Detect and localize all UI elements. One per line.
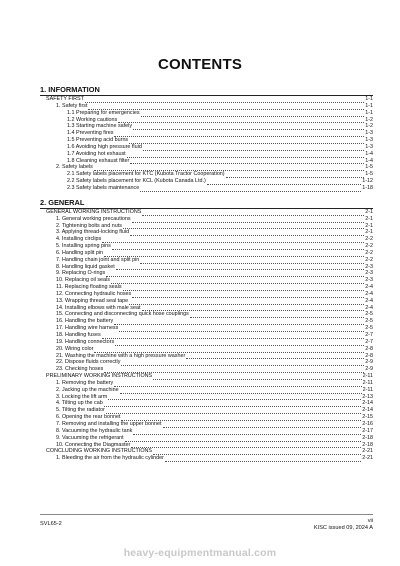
toc-entry-page: 2-3 bbox=[365, 270, 373, 277]
toc-entry[interactable] bbox=[40, 455, 373, 462]
toc-entry-label: 4. Installing circlips bbox=[56, 236, 102, 243]
toc-entry[interactable] bbox=[40, 359, 373, 366]
footer-page-number: vii bbox=[367, 518, 373, 524]
toc-entry[interactable] bbox=[40, 264, 373, 271]
dot-leader bbox=[108, 394, 361, 400]
toc-entry[interactable] bbox=[40, 223, 373, 230]
dot-leader bbox=[102, 237, 364, 243]
toc-entry-label: 1.6 Avoiding high pressure fluid bbox=[67, 143, 142, 150]
toc-entry[interactable] bbox=[40, 257, 373, 264]
toc-entry[interactable] bbox=[40, 216, 373, 223]
toc-entry-label: PRELIMINARY WORKING INSTRUCTIONS bbox=[46, 373, 153, 380]
toc-entry[interactable] bbox=[40, 284, 373, 291]
toc-entry-page: 2-3 bbox=[365, 263, 373, 270]
toc-entry-page: 2-9 bbox=[365, 366, 373, 373]
toc-entry-label: 1. Removing the battery bbox=[56, 379, 114, 386]
dot-leader bbox=[114, 381, 361, 387]
toc-entry-page: 1-18 bbox=[362, 184, 373, 191]
toc-entry[interactable] bbox=[40, 243, 373, 250]
dot-leader bbox=[132, 217, 365, 223]
dot-leader bbox=[140, 186, 361, 192]
toc-entry[interactable] bbox=[40, 236, 373, 243]
toc-entry-page: 2-2 bbox=[365, 236, 373, 243]
toc-entry-page: 2-2 bbox=[365, 256, 373, 263]
toc-entry[interactable] bbox=[40, 277, 373, 284]
toc-entry-label: 14. Installing elbows with male seat bbox=[56, 304, 141, 311]
dot-leader bbox=[129, 138, 364, 144]
toc-entry-page: 2-5 bbox=[365, 325, 373, 332]
toc-entry[interactable] bbox=[40, 103, 373, 110]
toc-entry-page: 1-12 bbox=[362, 178, 373, 185]
dot-leader bbox=[127, 152, 365, 158]
toc-entry-label: 10. Replacing oil seals bbox=[56, 277, 110, 284]
section-heading: 2. GENERAL bbox=[40, 198, 373, 209]
table-of-contents bbox=[40, 85, 373, 462]
toc-entry[interactable] bbox=[40, 421, 373, 428]
toc-entry-label: 15. Connecting and disconnecting quick hose couplings bbox=[56, 311, 189, 318]
toc-entry[interactable] bbox=[40, 305, 373, 312]
toc-entry-label: 1. Bleeding the air from the hydraulic cylinder bbox=[56, 455, 164, 462]
dot-leader bbox=[106, 408, 361, 414]
dot-leader bbox=[118, 117, 364, 123]
toc-entry-page: 1-2 bbox=[365, 116, 373, 123]
page-title: CONTENTS bbox=[157, 56, 243, 73]
dot-leader bbox=[141, 111, 365, 117]
toc-entry-label: 23. Checking hoses bbox=[56, 366, 104, 373]
toc-entry-page: 2-11 bbox=[362, 373, 373, 380]
toc-entry[interactable] bbox=[40, 448, 373, 455]
toc-entry-label: 10. Connecting the Diagmaster bbox=[56, 441, 131, 448]
dot-leader bbox=[120, 388, 362, 394]
toc-entry-page: 2-14 bbox=[362, 400, 373, 407]
toc-entry[interactable] bbox=[40, 311, 373, 318]
toc-entry-page: 1-3 bbox=[365, 143, 373, 150]
watermark: heavy-equipmentmanual.com bbox=[123, 547, 277, 559]
toc-entry-label: 3. Applying thread-locking fluid bbox=[56, 229, 130, 236]
dot-leader bbox=[119, 326, 364, 332]
toc-entry[interactable] bbox=[40, 250, 373, 257]
toc-entry-page: 2-21 bbox=[362, 448, 373, 455]
toc-entry[interactable] bbox=[40, 353, 373, 360]
toc-entry[interactable] bbox=[40, 318, 373, 325]
toc-entry-label: 17. Handling wire harness bbox=[56, 325, 119, 332]
toc-entry-label: 22. Dispose fluids correctly bbox=[56, 359, 121, 366]
dot-leader bbox=[142, 210, 364, 216]
toc-entry[interactable] bbox=[40, 270, 373, 277]
toc-entry-label: CONCLUDING WORKING INSTRUCTIONS bbox=[46, 448, 153, 455]
toc-entry-page: 2-17 bbox=[362, 427, 373, 434]
dot-leader bbox=[104, 251, 364, 257]
toc-entry-page: 2-1 bbox=[365, 222, 373, 229]
toc-entry-page: 2-18 bbox=[362, 441, 373, 448]
toc-entry[interactable] bbox=[40, 366, 373, 373]
section-heading: 1. INFORMATION bbox=[40, 85, 373, 96]
toc-entry-page: 2-7 bbox=[365, 338, 373, 345]
dot-leader bbox=[106, 271, 364, 277]
toc-entry-page: 2-1 bbox=[365, 208, 373, 215]
toc-entry-label: 8. Vacuuming the hydraulic tank bbox=[56, 427, 133, 434]
toc-entry-label: 1.3 Starting machine safely bbox=[67, 123, 133, 130]
toc-entry-label: SAFETY FIRST bbox=[46, 96, 84, 102]
dot-leader bbox=[116, 264, 364, 270]
toc-entry[interactable] bbox=[40, 414, 373, 421]
toc-entry[interactable] bbox=[40, 171, 373, 178]
toc-entry-page: 1-4 bbox=[365, 150, 373, 157]
dot-leader bbox=[140, 258, 364, 264]
toc-entry-page: 2-16 bbox=[362, 420, 373, 427]
dot-leader bbox=[114, 131, 364, 137]
toc-entry-page: 1-5 bbox=[365, 164, 373, 171]
toc-entry-label: 20. Wiring color bbox=[56, 345, 94, 352]
dot-leader bbox=[186, 353, 364, 359]
toc-entry[interactable] bbox=[40, 373, 373, 380]
toc-entry-label: 2. Safety labels bbox=[56, 164, 93, 171]
toc-entry-label: 9. Vacuuming the refrigerant bbox=[56, 434, 124, 441]
toc-entry-page: 1-4 bbox=[365, 157, 373, 164]
toc-entry[interactable] bbox=[40, 387, 373, 394]
toc-entry-label: 6. Opening the rear bonnet bbox=[56, 414, 121, 421]
toc-entry-page: 1-3 bbox=[365, 130, 373, 137]
dot-leader bbox=[123, 285, 365, 291]
toc-entry-page: 2-4 bbox=[365, 284, 373, 291]
dot-leader bbox=[133, 124, 364, 130]
toc-entry-label: 1.2 Working cautions bbox=[67, 116, 118, 123]
footer-doc-code: SVL65-2 bbox=[40, 521, 62, 527]
toc-entry-label: 2. Tightening bolts and nuts bbox=[56, 222, 122, 229]
toc-entry-label: 1.5 Preventing acid burns bbox=[67, 137, 129, 144]
toc-entry-page: 2-4 bbox=[365, 297, 373, 304]
toc-entry[interactable] bbox=[40, 435, 373, 442]
toc-entry-label: 1.1 Preparing for emergencies bbox=[67, 109, 140, 116]
toc-entry-label: 9. Replacing O-rings bbox=[56, 270, 106, 277]
toc-entry[interactable] bbox=[40, 346, 373, 353]
toc-entry-label: GENERAL WORKING INSTRUCTIONS bbox=[46, 208, 142, 215]
toc-entry-label: 2.3 Safety labels maintenance bbox=[67, 184, 140, 191]
toc-entry[interactable] bbox=[40, 298, 373, 305]
dot-leader bbox=[125, 436, 362, 442]
toc-entry[interactable] bbox=[40, 178, 373, 185]
toc-entry-label: 8. Handling liquid gasket bbox=[56, 263, 115, 270]
toc-entry-label: 7. Removing and installing the upper bonnet bbox=[56, 420, 162, 427]
dot-leader bbox=[104, 401, 361, 407]
dot-leader bbox=[115, 340, 364, 346]
toc-entry-label: 7. Handling chain joint and split pin bbox=[56, 256, 140, 263]
toc-entry-label: 12. Connecting hydraulic hoses bbox=[56, 290, 132, 297]
toc-entry-page: 2-5 bbox=[365, 311, 373, 318]
toc-entry[interactable] bbox=[40, 394, 373, 401]
toc-entry[interactable] bbox=[40, 137, 373, 144]
toc-entry-label: 2.2 Safety labels placement for KCL (Kubota Canada Ltd.) bbox=[67, 178, 206, 185]
toc-entry-page: 2-9 bbox=[365, 359, 373, 366]
toc-entry-label: 3. Locking the lift arm bbox=[56, 393, 108, 400]
toc-entry-page: 2-4 bbox=[365, 290, 373, 297]
toc-entry-label: 11. Replacing floating seals bbox=[56, 284, 122, 291]
toc-entry-page: 2-15 bbox=[362, 414, 373, 421]
toc-entry-page: 2-14 bbox=[362, 407, 373, 414]
toc-entry-label: 21. Washing the machine with a high pressure washer bbox=[56, 352, 186, 359]
dot-leader bbox=[121, 360, 364, 366]
toc-entry[interactable] bbox=[40, 339, 373, 346]
toc-entry[interactable] bbox=[40, 130, 373, 137]
toc-entry-page: 2-5 bbox=[365, 318, 373, 325]
toc-entry[interactable] bbox=[40, 332, 373, 339]
dot-leader bbox=[226, 172, 365, 178]
toc-entry-label: 16. Handling the battery bbox=[56, 318, 114, 325]
toc-entry-label: 2. Jacking up the machine bbox=[56, 386, 119, 393]
toc-entry[interactable] bbox=[40, 400, 373, 407]
toc-entry-label: 1. Safety first bbox=[56, 102, 88, 109]
toc-entry-label: 18. Handling fuses bbox=[56, 332, 101, 338]
toc-entry[interactable] bbox=[40, 291, 373, 298]
toc-entry-page: 1-1 bbox=[365, 96, 373, 102]
footer-right bbox=[314, 518, 373, 531]
toc-entry-page: 2-18 bbox=[362, 434, 373, 441]
toc-entry-label: 2.1 Safety labels placement for KTC (Kubota Tractor Cooperation) bbox=[67, 171, 225, 178]
toc-entry[interactable] bbox=[40, 229, 373, 236]
toc-entry-page: 1-1 bbox=[365, 109, 373, 116]
toc-entry[interactable] bbox=[40, 380, 373, 387]
dot-leader bbox=[143, 145, 364, 151]
dot-leader bbox=[114, 319, 364, 325]
toc-entry[interactable] bbox=[40, 325, 373, 332]
toc-entry-label: 6. Handling split pin bbox=[56, 249, 104, 256]
dot-leader bbox=[85, 97, 364, 103]
dot-leader bbox=[123, 223, 364, 229]
toc-entry-label: 1. General working precautions bbox=[56, 215, 131, 222]
toc-entry-label: 4. Tilting up the cab bbox=[56, 400, 103, 407]
toc-entry-page: 2-2 bbox=[365, 249, 373, 256]
toc-entry[interactable] bbox=[40, 164, 373, 171]
toc-entry[interactable] bbox=[40, 158, 373, 165]
dot-leader bbox=[130, 158, 364, 164]
toc-entry-page: 1-1 bbox=[365, 102, 373, 109]
toc-entry-label: 5. Installing spring pins bbox=[56, 243, 111, 250]
toc-entry-label: 19. Handling connectors bbox=[56, 338, 115, 345]
toc-entry-label: 1.7 Avoiding hot exhaust bbox=[67, 150, 126, 157]
toc-entry-page: 2-11 bbox=[362, 386, 373, 393]
toc-entry-page: 1-3 bbox=[365, 137, 373, 144]
toc-entry-label: 1.8 Cleaning exhaust filter bbox=[67, 157, 130, 164]
toc-entry-page: 2-2 bbox=[365, 243, 373, 250]
toc-entry-label: 1.4 Preventing fires bbox=[67, 130, 114, 137]
toc-entry-page: 2-1 bbox=[365, 215, 373, 222]
toc-entry-page: 2-4 bbox=[365, 304, 373, 311]
dot-leader bbox=[130, 230, 364, 236]
dot-leader bbox=[165, 456, 361, 462]
toc-entry-page: 2-13 bbox=[362, 393, 373, 400]
toc-entry-page: 2-1 bbox=[365, 229, 373, 236]
toc-entry-label: 5. Tilting the radiator bbox=[56, 407, 105, 414]
toc-entry[interactable] bbox=[40, 123, 373, 130]
dot-leader bbox=[133, 429, 361, 435]
dot-leader bbox=[132, 292, 364, 298]
dot-leader bbox=[153, 374, 361, 380]
toc-entry[interactable] bbox=[40, 110, 373, 117]
toc-entry-page: 2-21 bbox=[362, 455, 373, 462]
toc-entry[interactable] bbox=[40, 151, 373, 158]
dot-leader bbox=[153, 449, 361, 455]
toc-entry[interactable] bbox=[40, 209, 373, 216]
toc-entry-page: 1-2 bbox=[365, 123, 373, 130]
toc-entry[interactable] bbox=[40, 117, 373, 124]
toc-entry[interactable] bbox=[40, 442, 373, 449]
toc-entry-page: 2-7 bbox=[365, 332, 373, 338]
dot-leader bbox=[112, 244, 364, 250]
toc-entry-label: 13. Wrapping thread seal tape bbox=[56, 297, 129, 304]
dot-leader bbox=[111, 278, 364, 284]
dot-leader bbox=[131, 442, 361, 448]
dot-leader bbox=[190, 312, 364, 318]
toc-entry[interactable] bbox=[40, 185, 373, 192]
footer-issue: KISC issued 09, 2024 A bbox=[313, 524, 373, 531]
toc-entry[interactable] bbox=[40, 407, 373, 414]
dot-leader bbox=[163, 422, 362, 428]
toc-entry-page: 2-11 bbox=[362, 379, 373, 386]
dot-leader bbox=[102, 333, 365, 339]
dot-leader bbox=[129, 299, 364, 305]
toc-entry[interactable] bbox=[40, 144, 373, 151]
toc-entry-page: 2-3 bbox=[365, 277, 373, 284]
toc-entry[interactable] bbox=[40, 96, 373, 103]
toc-entry-page: 1-5 bbox=[365, 171, 373, 178]
toc-entry[interactable] bbox=[40, 428, 373, 435]
footer-divider bbox=[40, 514, 373, 515]
dot-leader bbox=[207, 179, 361, 185]
toc-entry-page: 2-8 bbox=[365, 345, 373, 352]
toc-entry-page: 2-8 bbox=[365, 352, 373, 359]
